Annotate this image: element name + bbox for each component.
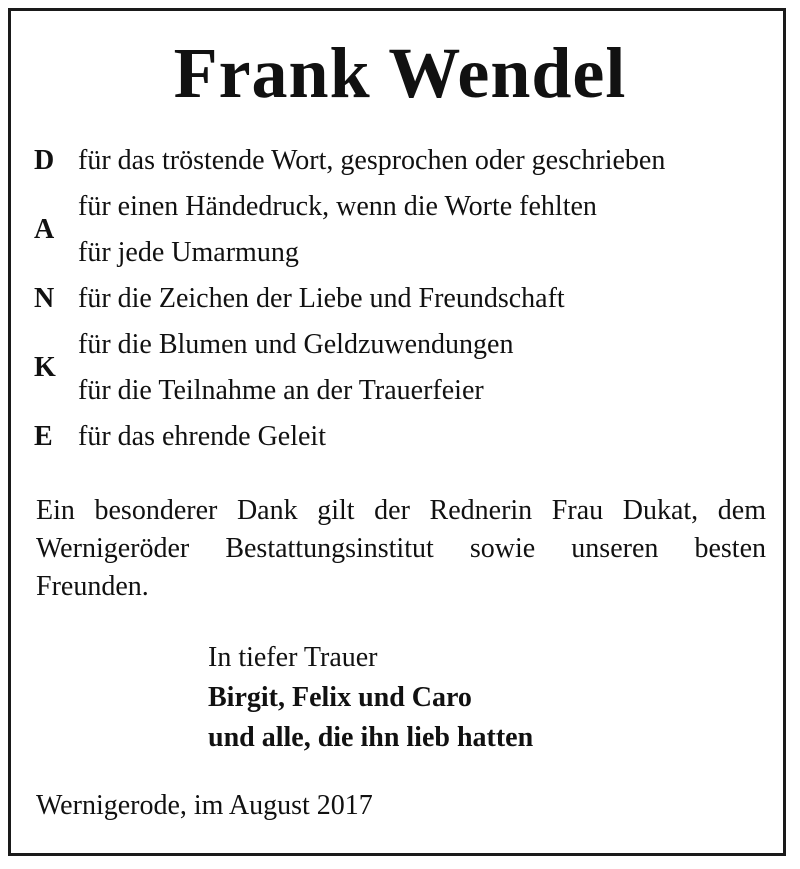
dank-letter-e: E [34, 421, 53, 452]
deceased-name: Frank Wendel [173, 33, 627, 113]
dank-line: für die Teilnahme an der Trauerfeier [78, 375, 484, 406]
dank-line: für einen Händedruck, wenn die Worte fehlten [78, 191, 597, 222]
signature-intro: In tiefer Trauer [208, 642, 378, 673]
dank-line: für das tröstende Wort, gesprochen oder geschrieben [78, 145, 666, 176]
dank-letter-k: K [34, 352, 56, 383]
dank-letter-d: D [34, 145, 55, 176]
dank-line: für das ehrende Geleit [78, 421, 326, 452]
signature-names: Birgit, Felix und Caro [208, 682, 472, 713]
signature-others: und alle, die ihn lieb hatten [208, 722, 534, 753]
dank-acrostic [34, 138, 774, 458]
dank-letter-n: N [34, 283, 55, 314]
thanks-paragraph: Ein besonderer Dank gilt der Rednerin Frau Dukat, dem Wernigeröder Bestattungsinstitut sowie unseren besten Freunden. [36, 495, 766, 602]
dank-letter-a: A [34, 214, 55, 245]
place-date: Wernigerode, im August 2017 [36, 790, 373, 821]
dank-line: für jede Umarmung [78, 237, 299, 268]
dank-line: für die Zeichen der Liebe und Freundschaft [78, 283, 565, 314]
dank-line: für die Blumen und Geldzuwendungen [78, 329, 514, 360]
signature-block [208, 638, 748, 758]
